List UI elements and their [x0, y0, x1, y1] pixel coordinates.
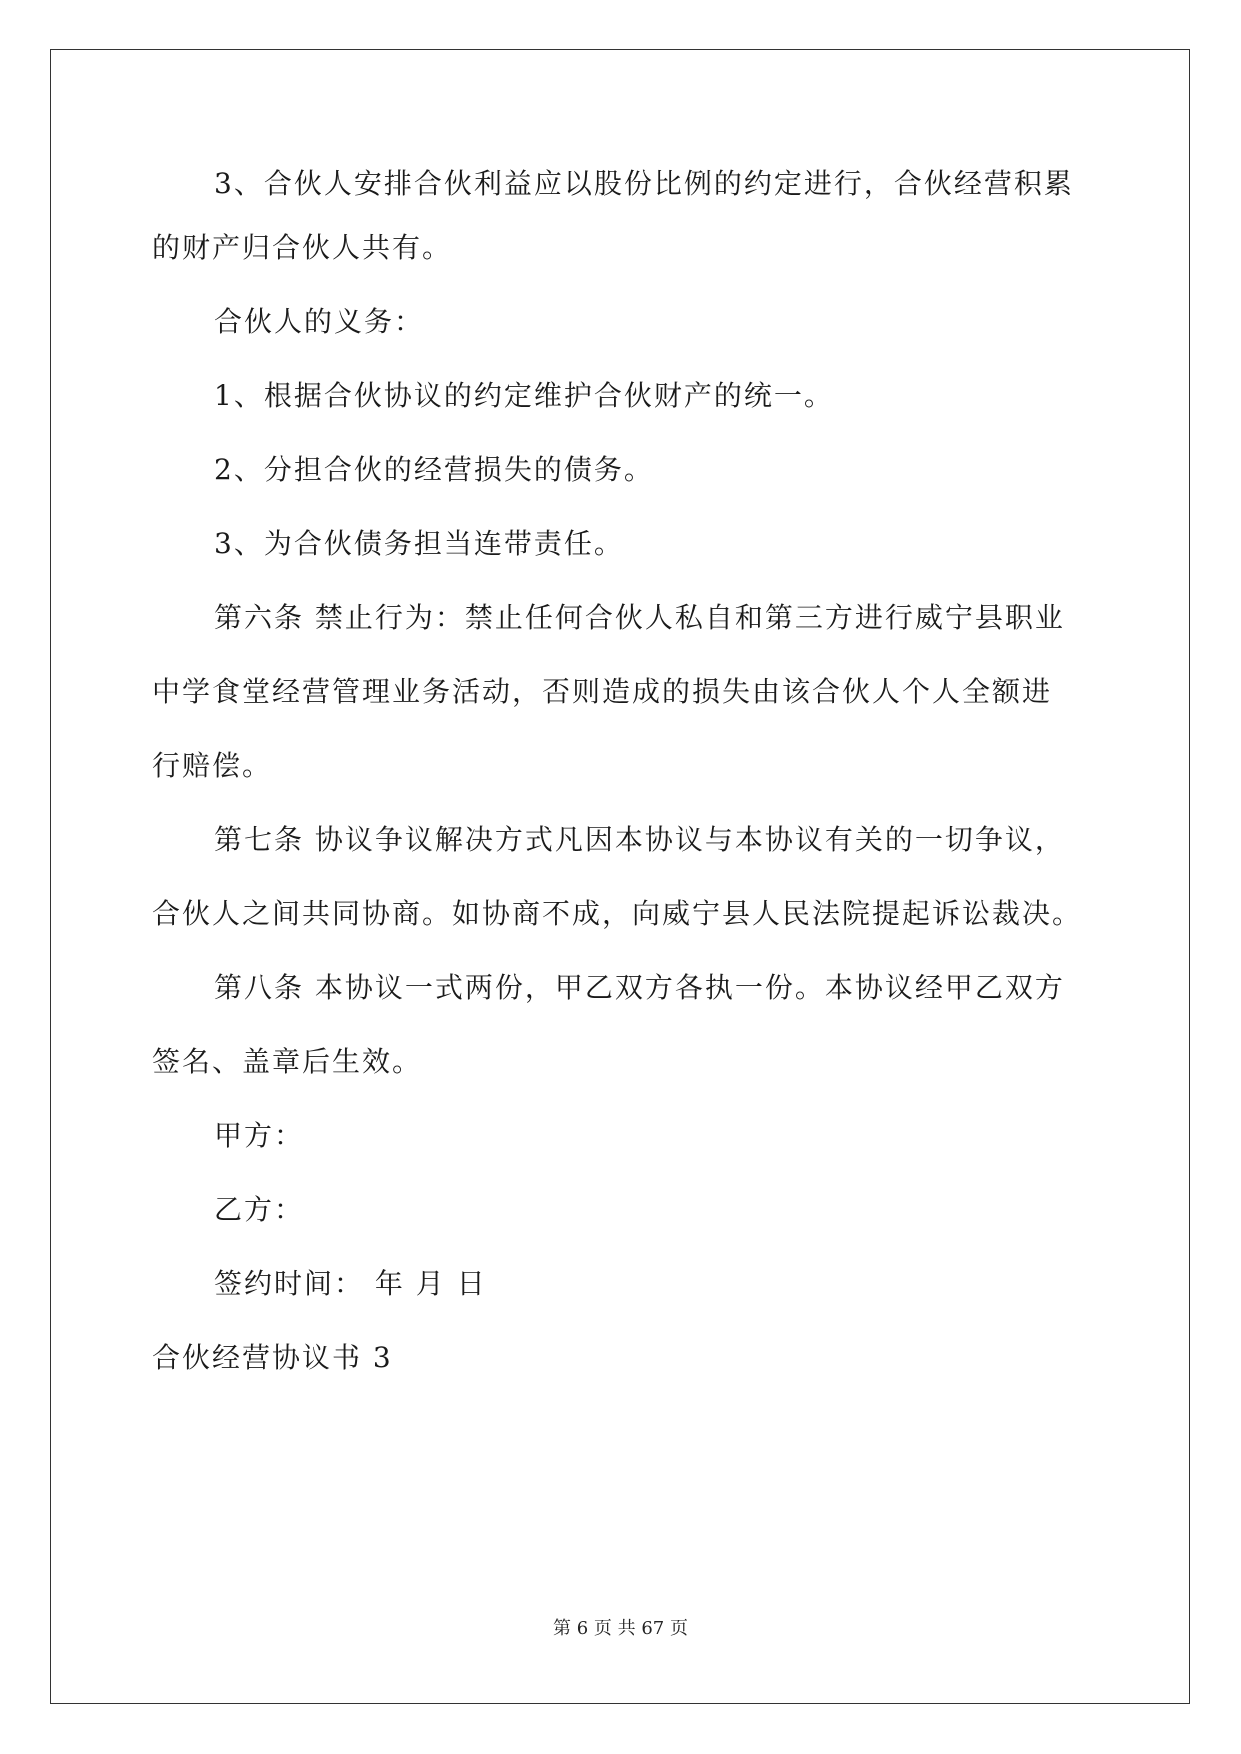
section-heading: 合伙经营协议书 3 [152, 1341, 393, 1374]
paragraph-line: 第六条 禁止行为：禁止任何合伙人私自和第三方进行威宁县职业 [214, 601, 1065, 634]
paragraph-line: 合伙人的义务： [214, 305, 425, 338]
paragraph-line: 1、根据合伙协议的约定维护合伙财产的统一。 [214, 379, 834, 412]
party-a-label: 甲方： [214, 1119, 305, 1152]
signing-date-label: 签约时间： 年 月 日 [214, 1267, 487, 1300]
paragraph-line: 中学食堂经营管理业务活动，否则造成的损失由该合伙人个人全额进 [152, 675, 1053, 708]
paragraph-line: 3、为合伙债务担当连带责任。 [214, 527, 624, 560]
paragraph-line: 第七条 协议争议解决方式凡因本协议与本协议有关的一切争议， [214, 823, 1065, 856]
paragraph-line: 签名、盖章后生效。 [152, 1045, 423, 1078]
paragraph-line: 第八条 本协议一式两份，甲乙双方各执一份。本协议经甲乙双方 [214, 971, 1065, 1004]
page-border [50, 49, 1190, 1704]
paragraph-line: 行赔偿。 [152, 749, 273, 782]
paragraph-line: 2、分担合伙的经营损失的债务。 [214, 453, 654, 486]
page-number-footer: 第 6 页 共 67 页 [553, 1618, 688, 1639]
paragraph-line: 3、合伙人安排合伙利益应以股份比例的约定进行，合伙经营积累 [214, 167, 1074, 200]
paragraph-line: 合伙人之间共同协商。如协商不成，向威宁县人民法院提起诉讼裁决。 [152, 897, 1083, 930]
party-b-label: 乙方： [214, 1193, 305, 1226]
paragraph-line: 的财产归合伙人共有。 [152, 231, 453, 264]
